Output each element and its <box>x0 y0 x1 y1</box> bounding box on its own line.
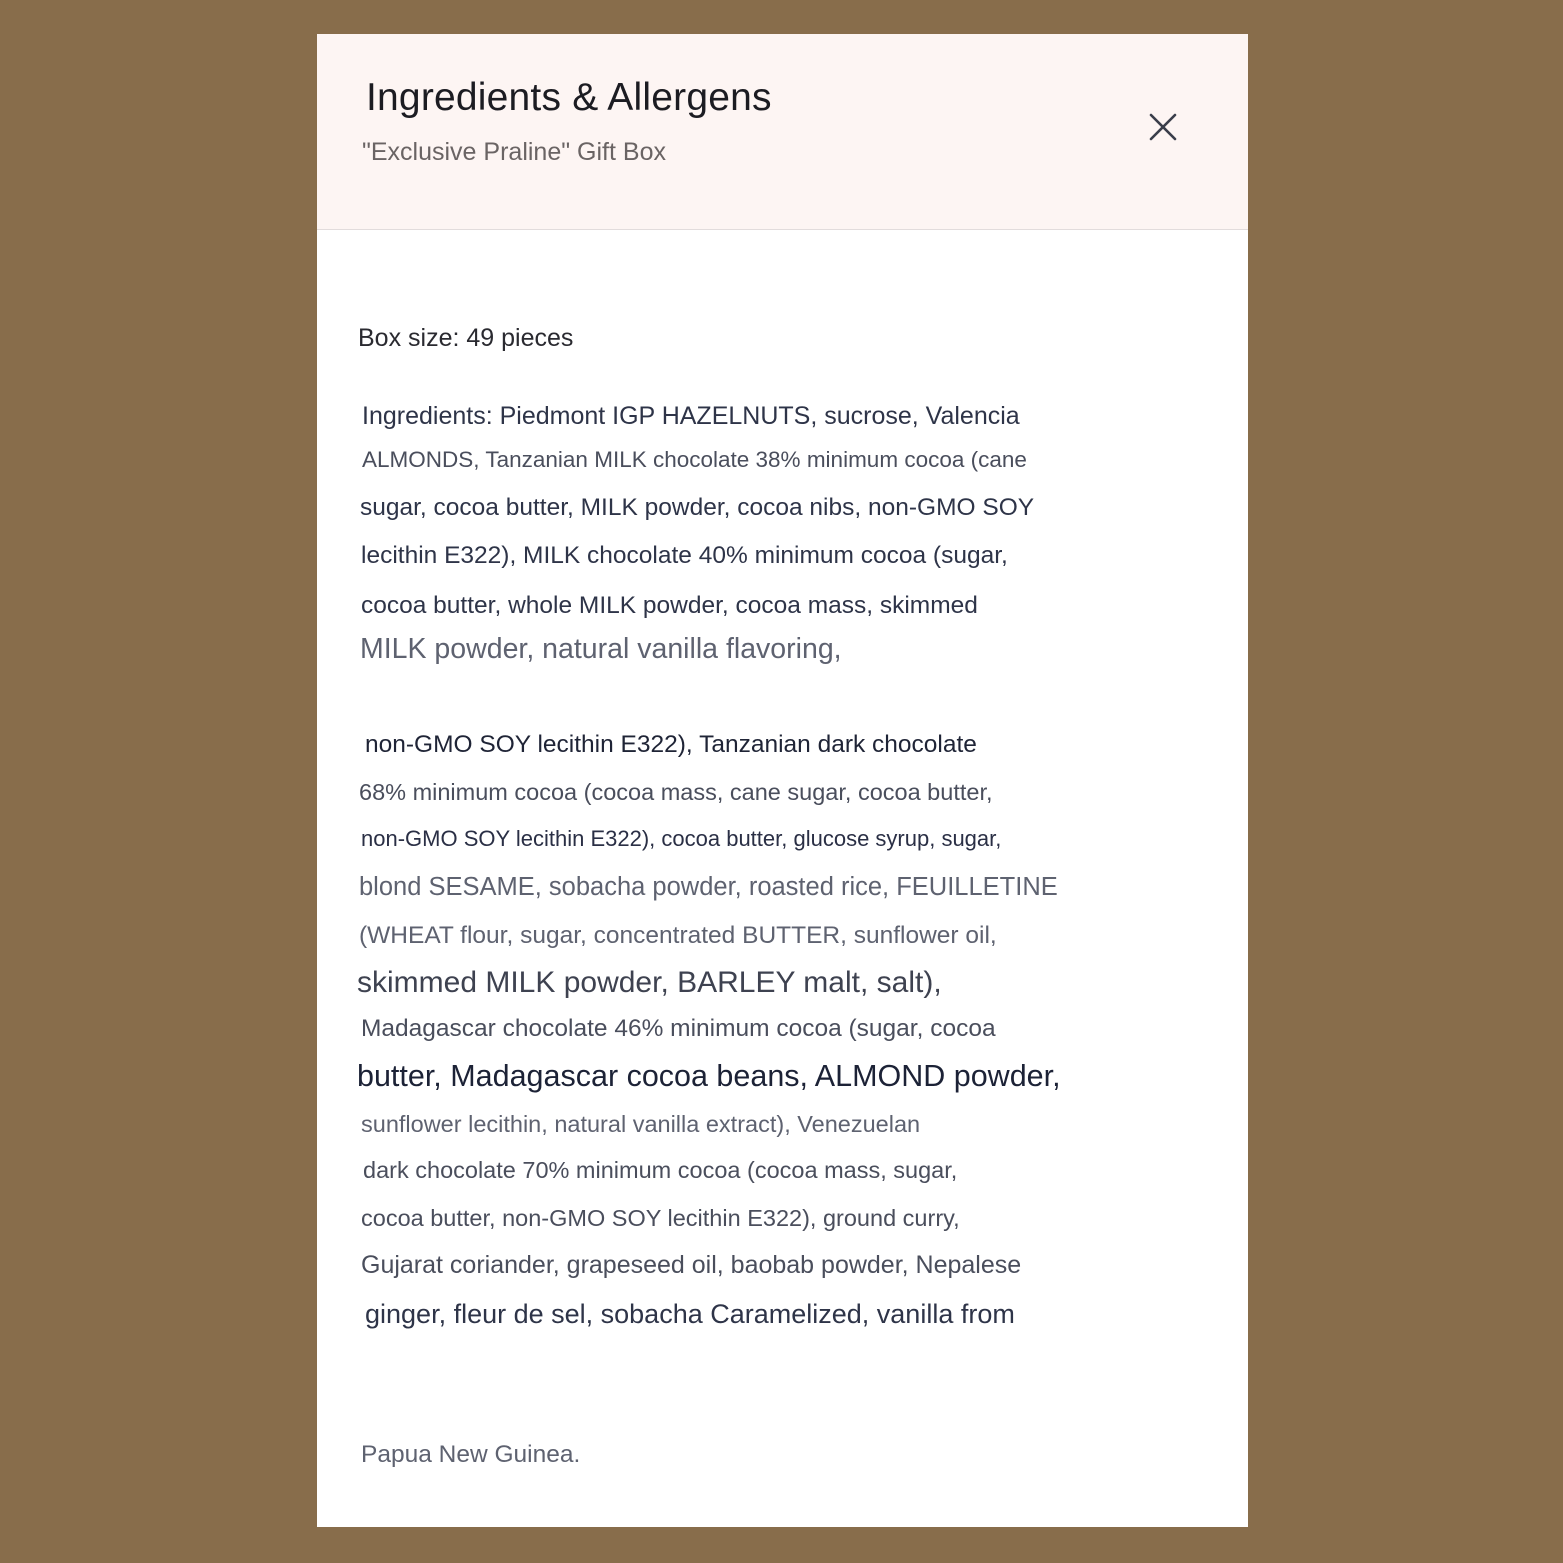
ingredient-line: non-GMO SOY lecithin E322), cocoa butter, glucose syrup, sugar, <box>361 826 1002 851</box>
ingredient-line: MILK powder, natural vanilla flavoring, <box>360 633 842 665</box>
ingredient-line: Gujarat coriander, grapeseed oil, baobab powder, Nepalese <box>361 1251 1022 1279</box>
ingredient-line: lecithin E322), MILK chocolate 40% minimum cocoa (sugar, <box>361 542 1008 569</box>
close-button[interactable] <box>1143 107 1183 147</box>
ingredient-line: Papua New Guinea. <box>361 1441 581 1468</box>
ingredient-line: non-GMO SOY lecithin E322), Tanzanian dark chocolate <box>365 731 977 758</box>
ingredient-line: 68% minimum cocoa (cocoa mass, cane sugar, cocoa butter, <box>359 779 993 805</box>
ingredient-line: skimmed MILK powder, BARLEY malt, salt), <box>357 966 942 999</box>
ingredient-line: dark chocolate 70% minimum cocoa (cocoa mass, sugar, <box>363 1157 958 1183</box>
modal-subtitle: "Exclusive Praline" Gift Box <box>362 138 666 166</box>
ingredient-line: (WHEAT flour, sugar, concentrated BUTTER, sunflower oil, <box>359 922 997 949</box>
ingredient-line: blond SESAME, sobacha powder, roasted rice, FEUILLETINE <box>359 873 1058 901</box>
ingredient-line: sugar, cocoa butter, MILK powder, cocoa nibs, non-GMO SOY <box>360 494 1035 521</box>
ingredient-line: butter, Madagascar cocoa beans, ALMOND powder, <box>357 1059 1061 1093</box>
close-icon <box>1143 107 1183 147</box>
ingredient-line: ginger, fleur de sel, sobacha Caramelized, vanilla from <box>365 1299 1015 1329</box>
ingredient-line: Madagascar chocolate 46% minimum cocoa (sugar, cocoa <box>361 1015 996 1042</box>
ingredients-modal <box>317 34 1248 1527</box>
ingredient-line: sunflower lecithin, natural vanilla extract), Venezuelan <box>361 1111 921 1137</box>
box-size-text: Box size: 49 pieces <box>358 324 574 352</box>
modal-body <box>317 230 1248 1527</box>
ingredient-line: cocoa butter, whole MILK powder, cocoa mass, skimmed <box>361 592 978 619</box>
modal-title: Ingredients & Allergens <box>366 76 772 119</box>
ingredient-line: cocoa butter, non-GMO SOY lecithin E322), ground curry, <box>361 1205 960 1231</box>
modal-header <box>317 34 1248 230</box>
ingredient-line: Ingredients: Piedmont IGP HAZELNUTS, sucrose, Valencia <box>362 402 1020 430</box>
ingredient-line: ALMONDS, Tanzanian MILK chocolate 38% minimum cocoa (cane <box>362 447 1027 472</box>
